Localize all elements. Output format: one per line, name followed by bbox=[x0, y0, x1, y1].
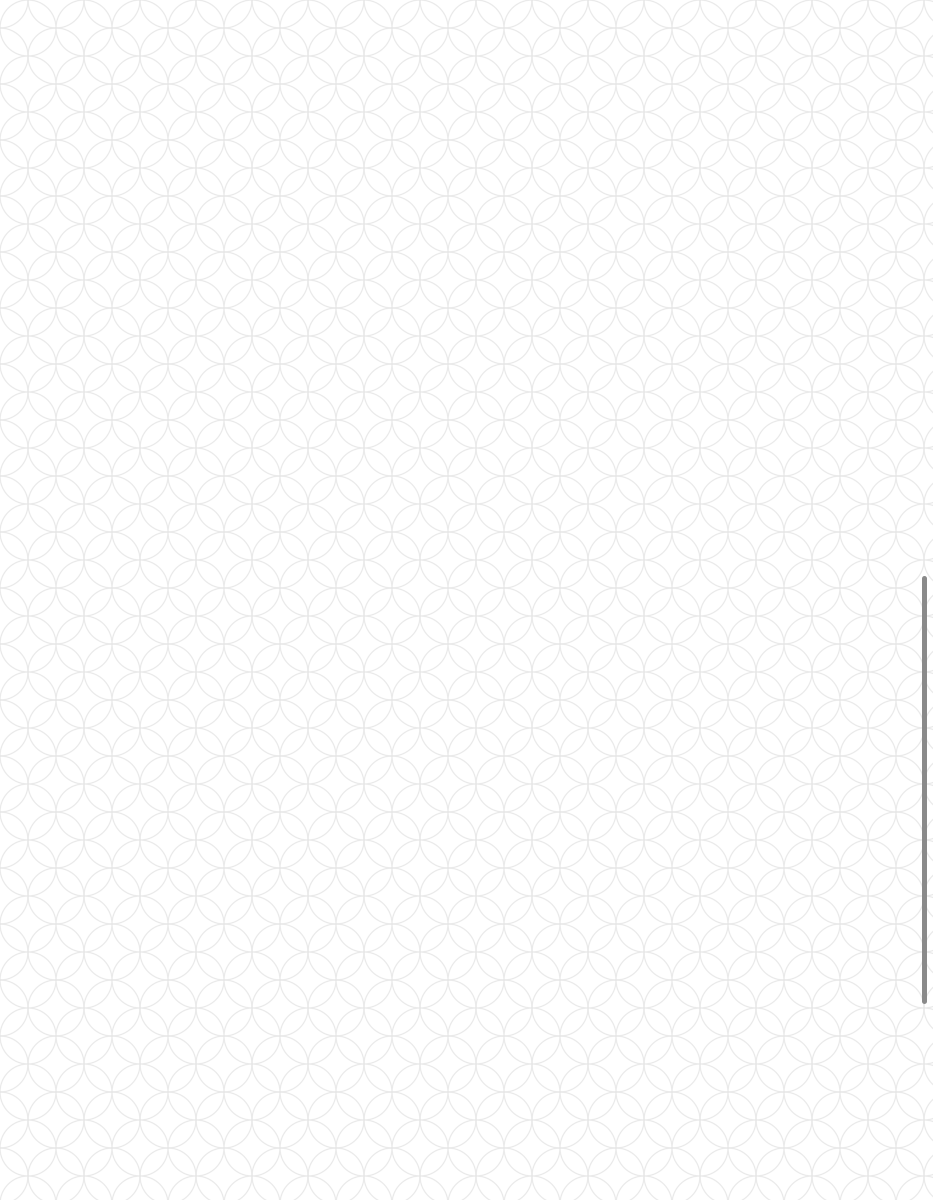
scrollbar-thumb[interactable] bbox=[922, 576, 927, 1004]
